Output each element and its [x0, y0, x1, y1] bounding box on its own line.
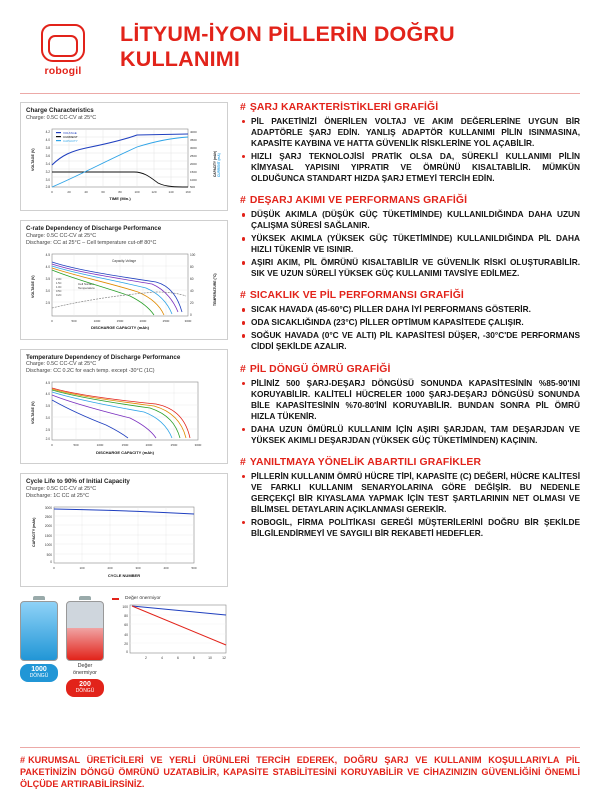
svg-text:4.5: 4.5	[45, 381, 50, 386]
list-item: DÜŞÜK AKIMLA (DÜŞÜK GÜÇ TÜKETİMİNDE) KULLANILDIĞINDA DAHA UZUN ÇALIŞMA SÜRESİ SAĞLANIR.	[240, 209, 580, 231]
svg-text:0: 0	[126, 650, 128, 655]
svg-text:6: 6	[177, 656, 179, 661]
svg-text:500: 500	[46, 553, 52, 558]
svg-text:300: 300	[135, 566, 141, 571]
svg-text:2000: 2000	[139, 318, 147, 323]
chart-subtitle: Charge: 0.5C CC-CV at 25°C	[26, 232, 97, 239]
battery-pair	[20, 596, 104, 697]
brand-name: robogil	[44, 65, 82, 77]
section-heading-text: DEŞARJ AKIMI VE PERFORMANS GRAFİĞİ	[249, 195, 468, 207]
svg-text:0: 0	[51, 318, 53, 323]
footer-note-text: KURUMSAL ÜRETİCİLERİ VE YERLİ ÜRÜNLERİ TERCİH EDEREK, DOĞRU ŞARJ VE KULLANIM KOŞULLARIYLA PİL PAKETİNİZİN DÖNGÜ ÖMRÜNÜ UZATABİLİR, KAPASİTE STABİLİTESİNİ KORUYABİLİR VE CİHAZINIZIN GÜVENLİĞİNİ ÖNEMLİ ÖLÇÜDE ARTIRABİLİRSİNİZ.	[20, 754, 580, 789]
list-item: ODA SICAKLIĞINDA (23°C) PİLLER OPTİMUM KAPASİTEDE ÇALIŞIR.	[240, 317, 580, 328]
svg-text:0.5C: 0.5C	[56, 289, 62, 293]
svg-text:2500: 2500	[44, 515, 52, 520]
chart-title: Charge Characteristics	[26, 107, 94, 114]
chart-subtitle-2: Discharge: 1C CC at 25°C	[26, 493, 89, 500]
bullet-list	[240, 471, 580, 539]
svg-text:100: 100	[134, 189, 140, 194]
svg-text:2.5: 2.5	[45, 300, 50, 305]
svg-text:1500: 1500	[121, 443, 129, 448]
svg-text:3000: 3000	[194, 443, 202, 448]
battery-body	[20, 601, 58, 661]
svg-text:CURRENT (mA): CURRENT (mA)	[217, 153, 221, 177]
svg-text:TEMPERATURE (°C): TEMPERATURE (°C)	[213, 272, 217, 306]
svg-text:60: 60	[190, 276, 194, 281]
svg-text:1000: 1000	[96, 443, 104, 448]
battery-good-capacity: 1000	[31, 666, 47, 674]
svg-text:60: 60	[124, 623, 128, 628]
svg-text:2000: 2000	[44, 524, 52, 529]
battery-cap-icon	[79, 596, 91, 600]
svg-text:3.5: 3.5	[45, 276, 50, 281]
svg-text:1.0C: 1.0C	[56, 285, 62, 289]
svg-text:CAPACITY (mAh): CAPACITY (mAh)	[32, 517, 36, 548]
svg-text:500: 500	[71, 318, 77, 323]
hash-icon: #	[240, 456, 246, 468]
svg-text:100: 100	[79, 566, 85, 571]
svg-text:CAPACITY: CAPACITY	[63, 138, 78, 143]
list-item: DAHA UZUN ÖMÜRLÜ KULLANIM İÇİN AŞIRI ŞARJDAN, TAM DEŞARJDAN VE YÜKSEK AKIMLI DEŞARJDAN (YÜKSEK GÜÇ TÜKETİMİNDEN) KAÇININ.	[240, 424, 580, 446]
battery-bad-badge	[66, 679, 104, 697]
battery-good-badge	[20, 664, 58, 682]
chart-title: C-rate Dependency of Discharge Performance	[26, 224, 162, 232]
header-divider	[20, 93, 580, 94]
svg-text:20: 20	[124, 642, 128, 647]
svg-text:2.0: 2.0	[45, 437, 50, 442]
section-heading	[240, 290, 580, 301]
bullet-list	[240, 209, 580, 279]
svg-text:400: 400	[163, 566, 169, 571]
svg-text:TIME (Min.): TIME (Min.)	[109, 195, 131, 201]
chart-temperature-dependency	[20, 349, 228, 465]
hash-icon: #	[240, 195, 246, 207]
svg-text:3.0: 3.0	[45, 288, 50, 293]
chart-plot-area	[26, 378, 222, 460]
svg-text:2.5: 2.5	[45, 428, 50, 433]
hash-icon: #	[240, 290, 246, 302]
chart-subtitle-2: Discharge: CC 0.2C for each temp. except -30°C (1C)	[26, 368, 155, 375]
svg-text:2500: 2500	[190, 153, 197, 158]
svg-text:500: 500	[190, 184, 196, 189]
brand-logo	[20, 18, 106, 77]
svg-text:DISCHARGE CAPACITY (mAh): DISCHARGE CAPACITY (mAh)	[96, 450, 154, 456]
battery-cap-icon	[33, 596, 45, 600]
svg-text:3.4: 3.4	[45, 161, 50, 166]
svg-text:4.5: 4.5	[45, 252, 50, 257]
svg-text:CURRENT: CURRENT	[63, 134, 78, 139]
list-item: PİLİNİZ 500 ŞARJ-DEŞARJ DÖNGÜSÜ SONUNDA KAPASİTESİNİN %85-90'INI KORUYABİLİR. KALİTELİ HÜCRELER 1000 ŞARJ-DEŞARJ DÖNGÜSÜ SONUNDA BİLE KAPASİTESİNİN %70-80'İNİ KORUYABİLİR. BUNDAN SONRA PİL ÖMRÜ HIZLA TÜKENİR.	[240, 378, 580, 422]
hash-icon: #	[240, 363, 246, 375]
section-sarj-karakteristikleri	[240, 102, 580, 184]
list-item: PİLLERİN KULLANIM ÖMRÜ HÜCRE TİPİ, KAPASİTE (C) DEĞERİ, HÜCRE KALİTESİ VE FARKLI KULLANIM SENARYOLARINA GÖRE DEĞİŞİR. BU NEDENLE GERÇEKÇİ BİR KIYASLAMA YAPMAK İÇİN TEST ŞARTLARININ NET OLMASI VE BİLİMSEL DETAYLARIN AÇIKLANMASI GEREKİR.	[240, 471, 580, 515]
svg-text:4000: 4000	[190, 129, 197, 134]
footer-note	[20, 754, 580, 790]
svg-text:0: 0	[51, 443, 53, 448]
bullet-list	[240, 378, 580, 446]
svg-text:3.8: 3.8	[45, 145, 50, 150]
section-heading-text: YANILTMAYA YÖNELİK ABARTILI GRAFİKLER	[249, 456, 482, 468]
svg-text:200: 200	[107, 566, 113, 571]
content-columns	[20, 102, 580, 697]
svg-text:140: 140	[168, 189, 174, 194]
chart-plot-area	[26, 250, 222, 336]
svg-text:3500: 3500	[190, 137, 197, 142]
chart-title: Cycle Life to 90% of Initial Capacity	[26, 478, 130, 486]
svg-text:4.0: 4.0	[45, 264, 50, 269]
svg-text:8: 8	[193, 656, 195, 661]
section-sicaklik	[240, 290, 580, 352]
svg-text:1000: 1000	[190, 177, 197, 182]
list-item: ROBOGİL, FİRMA POLİTİKASI GEREĞİ MÜŞTERİLERİNİ DOĞRU BİR ŞEKİLDE BİLGİLENDİRMEYİ VE SAYGILI BİR REKABETİ HEDEFLER.	[240, 517, 580, 539]
svg-text:1000: 1000	[93, 318, 101, 323]
section-heading-text: PİL DÖNGÜ ÖMRÜ GRAFİĞİ	[249, 363, 391, 375]
list-item: SOĞUK HAVADA (0°C VE ALTI) PİL KAPASİTESİ DÜŞER, -30°C'DE PERFORMANS CİDDİ ŞEKİLDE AZALIR.	[240, 330, 580, 352]
section-dongu-omru	[240, 364, 580, 446]
poster-header	[20, 18, 580, 87]
text-column	[240, 102, 580, 697]
svg-text:40: 40	[84, 189, 88, 194]
section-desarj-akimi	[240, 195, 580, 279]
svg-text:1500: 1500	[190, 169, 197, 174]
svg-text:2000: 2000	[145, 443, 153, 448]
battery-body	[66, 601, 104, 661]
svg-text:2000: 2000	[190, 161, 197, 166]
section-heading	[240, 195, 580, 206]
battery-bad-unit: DÖNGÜ	[75, 688, 95, 695]
svg-text:0: 0	[51, 189, 53, 194]
poster-footer	[20, 747, 580, 790]
section-heading-text: ŞARJ KARAKTERİSTİKLERİ GRAFİĞİ	[249, 102, 439, 113]
svg-text:0: 0	[53, 566, 55, 571]
svg-text:VOLTAGE (V): VOLTAGE (V)	[31, 274, 35, 298]
svg-text:3.0: 3.0	[45, 416, 50, 421]
charts-column	[20, 102, 228, 697]
battery-good-unit: DÖNGÜ	[29, 673, 49, 680]
battery-bad	[66, 596, 104, 697]
svg-text:3.2: 3.2	[45, 169, 50, 174]
battery-bad-label: Değer önermiyor	[73, 663, 97, 676]
svg-text:0.2C: 0.2C	[56, 293, 62, 297]
section-yaniltma	[240, 457, 580, 539]
battery-bad-capacity: 200	[79, 681, 91, 689]
svg-text:2.8: 2.8	[45, 184, 50, 189]
chart-charge-characteristics	[20, 102, 228, 211]
list-item: HIZLI ŞARJ TEKNOLOJİSİ PRATİK OLSA DA, SÜREKLİ KULLANIMI PİLİN KİMYASAL YAPISINI YIPRATIR VE ÖMRÜNÜ KISALTABİLİR. MÜMKÜN OLDUĞUNCA STANDART HIZDA ŞARJ ETMEYİ TERCİH EDİN.	[240, 151, 580, 184]
svg-text:40: 40	[124, 633, 128, 638]
svg-text:1000: 1000	[44, 543, 52, 548]
page-title: LİTYUM-İYON PİLLERİN DOĞRU KULLANIMI	[120, 22, 455, 71]
svg-text:120: 120	[151, 189, 157, 194]
list-item: AŞIRI AKIM, PİL ÖMRÜNÜ KISALTABİLİR VE GÜVENLİK RİSKİ OLUŞTURABİLİR. SIK VE UZUN SÜRELİ YÜKSEK GÜÇ KULLANIMI TAVSİYE EDİLMEZ.	[240, 257, 580, 279]
comparison-graphic	[20, 596, 228, 697]
svg-text:80: 80	[124, 614, 128, 619]
svg-text:4.0: 4.0	[45, 137, 50, 142]
svg-text:4.0: 4.0	[45, 392, 50, 397]
svg-text:100: 100	[190, 252, 196, 257]
section-heading	[240, 102, 580, 113]
chart-subtitle: Charge: 0.5C CC-CV at 25°C	[26, 486, 97, 493]
chart-subtitle-2: Discharge: CC at 25°C – Cell temperature cut-off 80°C	[26, 239, 157, 246]
svg-text:Temperature: Temperature	[78, 285, 95, 290]
chart-c-rate-dependency	[20, 220, 228, 340]
svg-text:80: 80	[118, 189, 122, 194]
svg-text:VOLTAGE (V): VOLTAGE (V)	[31, 401, 35, 425]
mini-comparison-chart	[112, 596, 232, 672]
svg-text:80: 80	[190, 264, 194, 269]
section-heading	[240, 457, 580, 468]
svg-text:CYCLE NUMBER: CYCLE NUMBER	[107, 573, 141, 579]
svg-text:Cell Surface: Cell Surface	[78, 281, 95, 286]
footer-divider	[20, 747, 580, 748]
legend-swatch	[112, 598, 119, 600]
bullet-list	[240, 116, 580, 184]
svg-text:DISCHARGE CAPACITY (mAh): DISCHARGE CAPACITY (mAh)	[91, 324, 149, 330]
svg-text:Capacity-Voltage: Capacity-Voltage	[112, 258, 137, 263]
svg-text:3000: 3000	[190, 145, 197, 150]
svg-text:500: 500	[191, 566, 197, 571]
svg-text:500: 500	[73, 443, 79, 448]
section-heading	[240, 364, 580, 375]
chart-subtitle: Charge: 0.5C CC-CV at 25°C	[26, 114, 97, 121]
svg-text:3.0: 3.0	[45, 177, 50, 182]
svg-text:2500: 2500	[170, 443, 178, 448]
chart-subtitle: Charge: 0.5C CC-CV at 25°C	[26, 361, 97, 368]
svg-text:4: 4	[161, 656, 163, 661]
svg-text:0: 0	[190, 312, 192, 317]
svg-text:0: 0	[50, 560, 52, 565]
svg-text:20: 20	[190, 300, 194, 305]
svg-text:100: 100	[122, 605, 128, 610]
svg-text:3.6: 3.6	[45, 153, 50, 158]
list-item: YÜKSEK AKIMLA (YÜKSEK GÜÇ TÜKETİMİNDE) KULLANILDIĞINDA PİL DAHA HIZLI TÜKENİR VE ISINIR.	[240, 233, 580, 255]
list-item: PİL PAKETİNİZİ ÖNERİLEN VOLTAJ VE AKIM DEĞERLERİNE UYGUN BİR ADAPTÖRLE ŞARJ EDİN. YANLIŞ ADAPTÖR KULLANIMI PİLİN ISINMASINA, KAPASİTE KAYBINA VE HATTA GÜVENLİK RİSKLERİNE YOL AÇABİLİR.	[240, 116, 580, 149]
svg-text:60: 60	[101, 189, 105, 194]
battery-good	[20, 596, 58, 697]
svg-text:1500: 1500	[44, 534, 52, 539]
svg-text:2: 2	[145, 656, 147, 661]
svg-text:1500: 1500	[116, 318, 124, 323]
svg-text:CAPACITY (mAh): CAPACITY (mAh)	[213, 150, 217, 177]
svg-text:20: 20	[67, 189, 71, 194]
section-heading-text: SICAKLIK VE PİL PERFORMANSI GRAFİĞİ	[249, 290, 464, 302]
bullet-list	[240, 304, 580, 352]
svg-text:3.5: 3.5	[45, 404, 50, 409]
svg-text:3000: 3000	[44, 506, 52, 511]
svg-text:VOLTAGE (V): VOLTAGE (V)	[31, 148, 35, 171]
svg-text:VOLTAGE: VOLTAGE	[63, 130, 77, 135]
chart-plot-area	[26, 503, 222, 583]
svg-text:2.0C: 2.0C	[56, 277, 62, 281]
svg-text:4.2: 4.2	[45, 129, 50, 134]
svg-text:40: 40	[190, 288, 194, 293]
list-item: SICAK HAVADA (45-60°C) PİLLER DAHA İYİ PERFORMANS GÖSTERİR.	[240, 304, 580, 315]
title-wrap	[120, 18, 580, 71]
svg-text:1.5C: 1.5C	[56, 281, 62, 285]
robot-head-icon	[41, 24, 85, 62]
chart-cycle-life	[20, 473, 228, 587]
chart-title: Temperature Dependency of Discharge Performance	[26, 353, 181, 361]
svg-text:10: 10	[208, 656, 212, 661]
svg-text:2500: 2500	[162, 318, 170, 323]
svg-text:12: 12	[222, 656, 226, 661]
svg-text:3000: 3000	[184, 318, 192, 323]
chart-plot-area	[26, 125, 222, 207]
hash-icon: #	[20, 754, 26, 765]
svg-text:160: 160	[185, 189, 191, 194]
legend-label: Değer önermiyor	[125, 596, 161, 602]
hash-icon: #	[240, 102, 246, 113]
